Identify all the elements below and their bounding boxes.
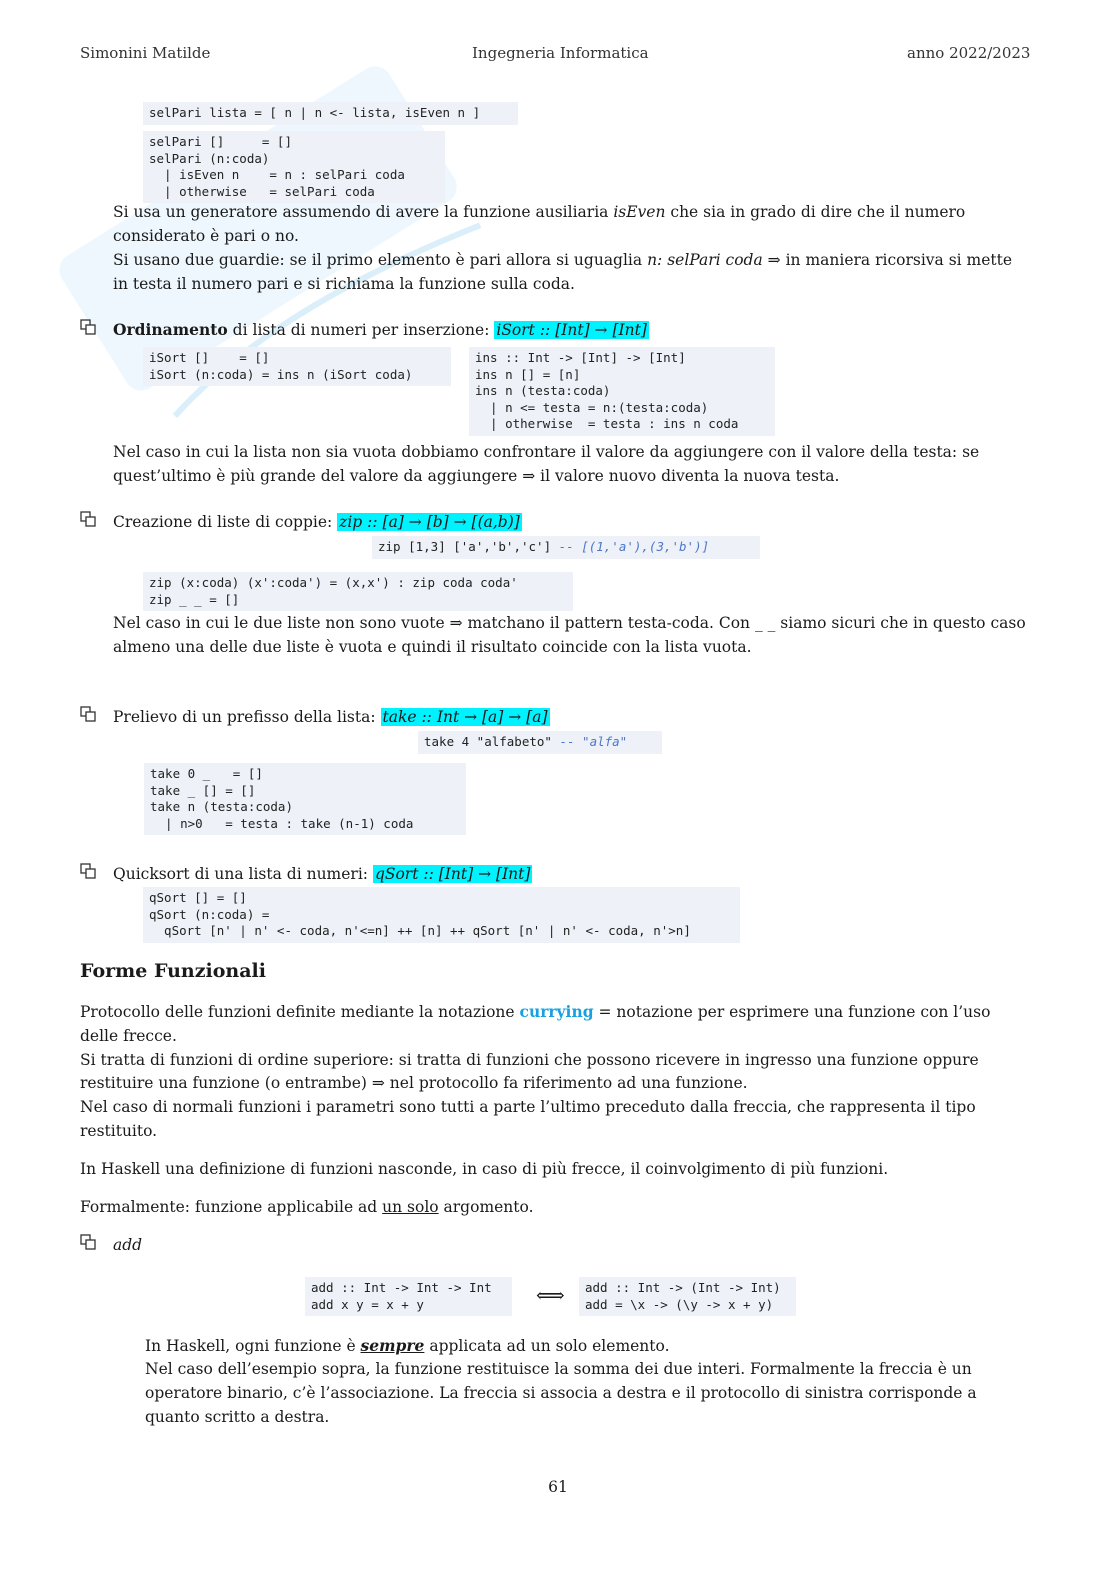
- zip-code: zip (x:coda) (x':coda') = (x,x') : zip coda coda' zip _ _ = []: [143, 572, 573, 611]
- selpari-code-guards: selPari [] = [] selPari (n:coda) | isEven n = n : selPari coda | otherwise = selPari coda: [143, 131, 445, 203]
- add-code-left: add :: Int -> Int -> Int add x y = x + y: [305, 1277, 512, 1316]
- add-code-right: add :: Int -> (Int -> Int) add = \x -> (\y -> x + y): [579, 1277, 796, 1316]
- forme-paragraph-3b: restituito.: [80, 1122, 158, 1140]
- qsort-title: Quicksort di una lista di numeri: qSort :: [Int] → [Int]: [113, 865, 531, 883]
- zip-title: Creazione di liste di coppie: zip :: [a] → [b] → [(a,b)]: [113, 513, 520, 531]
- qsort-code: qSort [] = [] qSort (n:coda) = qSort [n' | n' <- coda, n'<=n] ++ [n] ++ qSort [n' | n' <- coda, n'>n]: [143, 887, 740, 943]
- selpari-paragraph-2: Si usano due guardie: se il primo elemento è pari allora si uguaglia n: selPari coda ⇒ in maniera ricorsiva si mette: [113, 251, 1013, 269]
- isort-title: Ordinamento di lista di numeri per inserzione: iSort :: [Int] → [Int]: [113, 320, 647, 339]
- selpari-paragraph-1: Si usa un generatore assumendo di avere la funzione ausiliaria isEven che sia in grado di dire che il numero: [113, 203, 966, 221]
- forme-paragraph-5: Formalmente: funzione applicabile ad un solo argomento.: [80, 1198, 534, 1216]
- take-code: take 0 _ = [] take _ [] = [] take n (testa:coda) | n>0 = testa : take (n-1) coda: [144, 763, 466, 835]
- zip-paragraph-2: almeno una delle due liste è vuota e quindi il risultato coincide con la lista vuota.: [113, 638, 752, 656]
- forme-paragraph-1: Protocollo delle funzioni definite mediante la notazione currying = notazione per esprimere una funzione con l’uso: [80, 1002, 991, 1021]
- forme-paragraph-3: Nel caso di normali funzioni i parametri sono tutti a parte l’ultimo preceduto dalla freccia, che rappresenta il tipo: [80, 1098, 976, 1116]
- forme-paragraph-2: Si tratta di funzioni di ordine superiore: si tratta di funzioni che possono ricevere in ingresso una funzione oppure: [80, 1051, 979, 1069]
- selpari-paragraph-1b: considerato è pari o no.: [113, 227, 299, 245]
- header-course: Ingegneria Informatica: [472, 44, 649, 62]
- forme-paragraph-2b: restituire una funzione (o entrambe) ⇒ nel protocollo fa riferimento ad una funzione.: [80, 1074, 748, 1092]
- isort-code: iSort [] = [] iSort (n:coda) = ins n (iSort coda): [143, 347, 451, 386]
- forme-paragraph-7: Nel caso dell’esempio sopra, la funzione restituisce la somma dei due interi. Formalmente la freccia è un: [145, 1360, 972, 1378]
- equivalence-icon: ⟺: [536, 1283, 565, 1307]
- bullet-icon: [80, 1234, 96, 1250]
- zip-example-code: zip [1,3] ['a','b','c'] -- [(1,'a'),(3,'b')]: [372, 536, 760, 559]
- page-number: 61: [548, 1478, 568, 1496]
- bullet-icon: [80, 511, 96, 527]
- forme-paragraph-4: In Haskell una definizione di funzioni nasconde, in caso di più frecce, il coinvolgimento di più funzioni.: [80, 1160, 889, 1178]
- bullet-icon: [80, 706, 96, 722]
- bullet-icon: [80, 319, 96, 335]
- forme-paragraph-6: In Haskell, ogni funzione è sempre applicata ad un solo elemento.: [145, 1336, 670, 1355]
- take-title: Prelievo di un prefisso della lista: take :: Int → [a] → [a]: [113, 708, 548, 726]
- forme-paragraph-9: quanto scritto a destra.: [145, 1408, 330, 1426]
- add-label: add: [113, 1236, 143, 1254]
- section-heading: Forme Funzionali: [80, 960, 266, 982]
- bullet-icon: [80, 863, 96, 879]
- forme-paragraph-1b: delle frecce.: [80, 1027, 177, 1045]
- zip-paragraph-1: Nel caso in cui le due liste non sono vuote ⇒ matchano il pattern testa-coda. Con _ _ siamo sicuri che in questo caso: [113, 614, 1026, 632]
- isort-paragraph-2: quest’ultimo è più grande del valore da aggiungere ⇒ il valore nuovo diventa la nuova testa.: [113, 467, 840, 485]
- selpari-paragraph-2b: in testa il numero pari e si richiama la funzione sulla coda.: [113, 275, 575, 293]
- take-example-code: take 4 "alfabeto" -- "alfa": [418, 731, 662, 754]
- header-author: Simonini Matilde: [80, 44, 211, 62]
- forme-paragraph-8: operatore binario, c’è l’associazione. La freccia si associa a destra e il protocollo di sinistra corrisponde a: [145, 1384, 977, 1402]
- ins-code: ins :: Int -> [Int] -> [Int] ins n [] = [n] ins n (testa:coda) | n <= testa = n:(testa:coda) | otherwise = testa : ins n coda: [469, 347, 775, 436]
- isort-paragraph-1: Nel caso in cui la lista non sia vuota dobbiamo confrontare il valore da aggiungere con il valore della testa: se: [113, 443, 980, 461]
- header-year: anno 2022/2023: [907, 44, 1031, 62]
- selpari-code-comprehension: selPari lista = [ n | n <- lista, isEven n ]: [143, 102, 518, 125]
